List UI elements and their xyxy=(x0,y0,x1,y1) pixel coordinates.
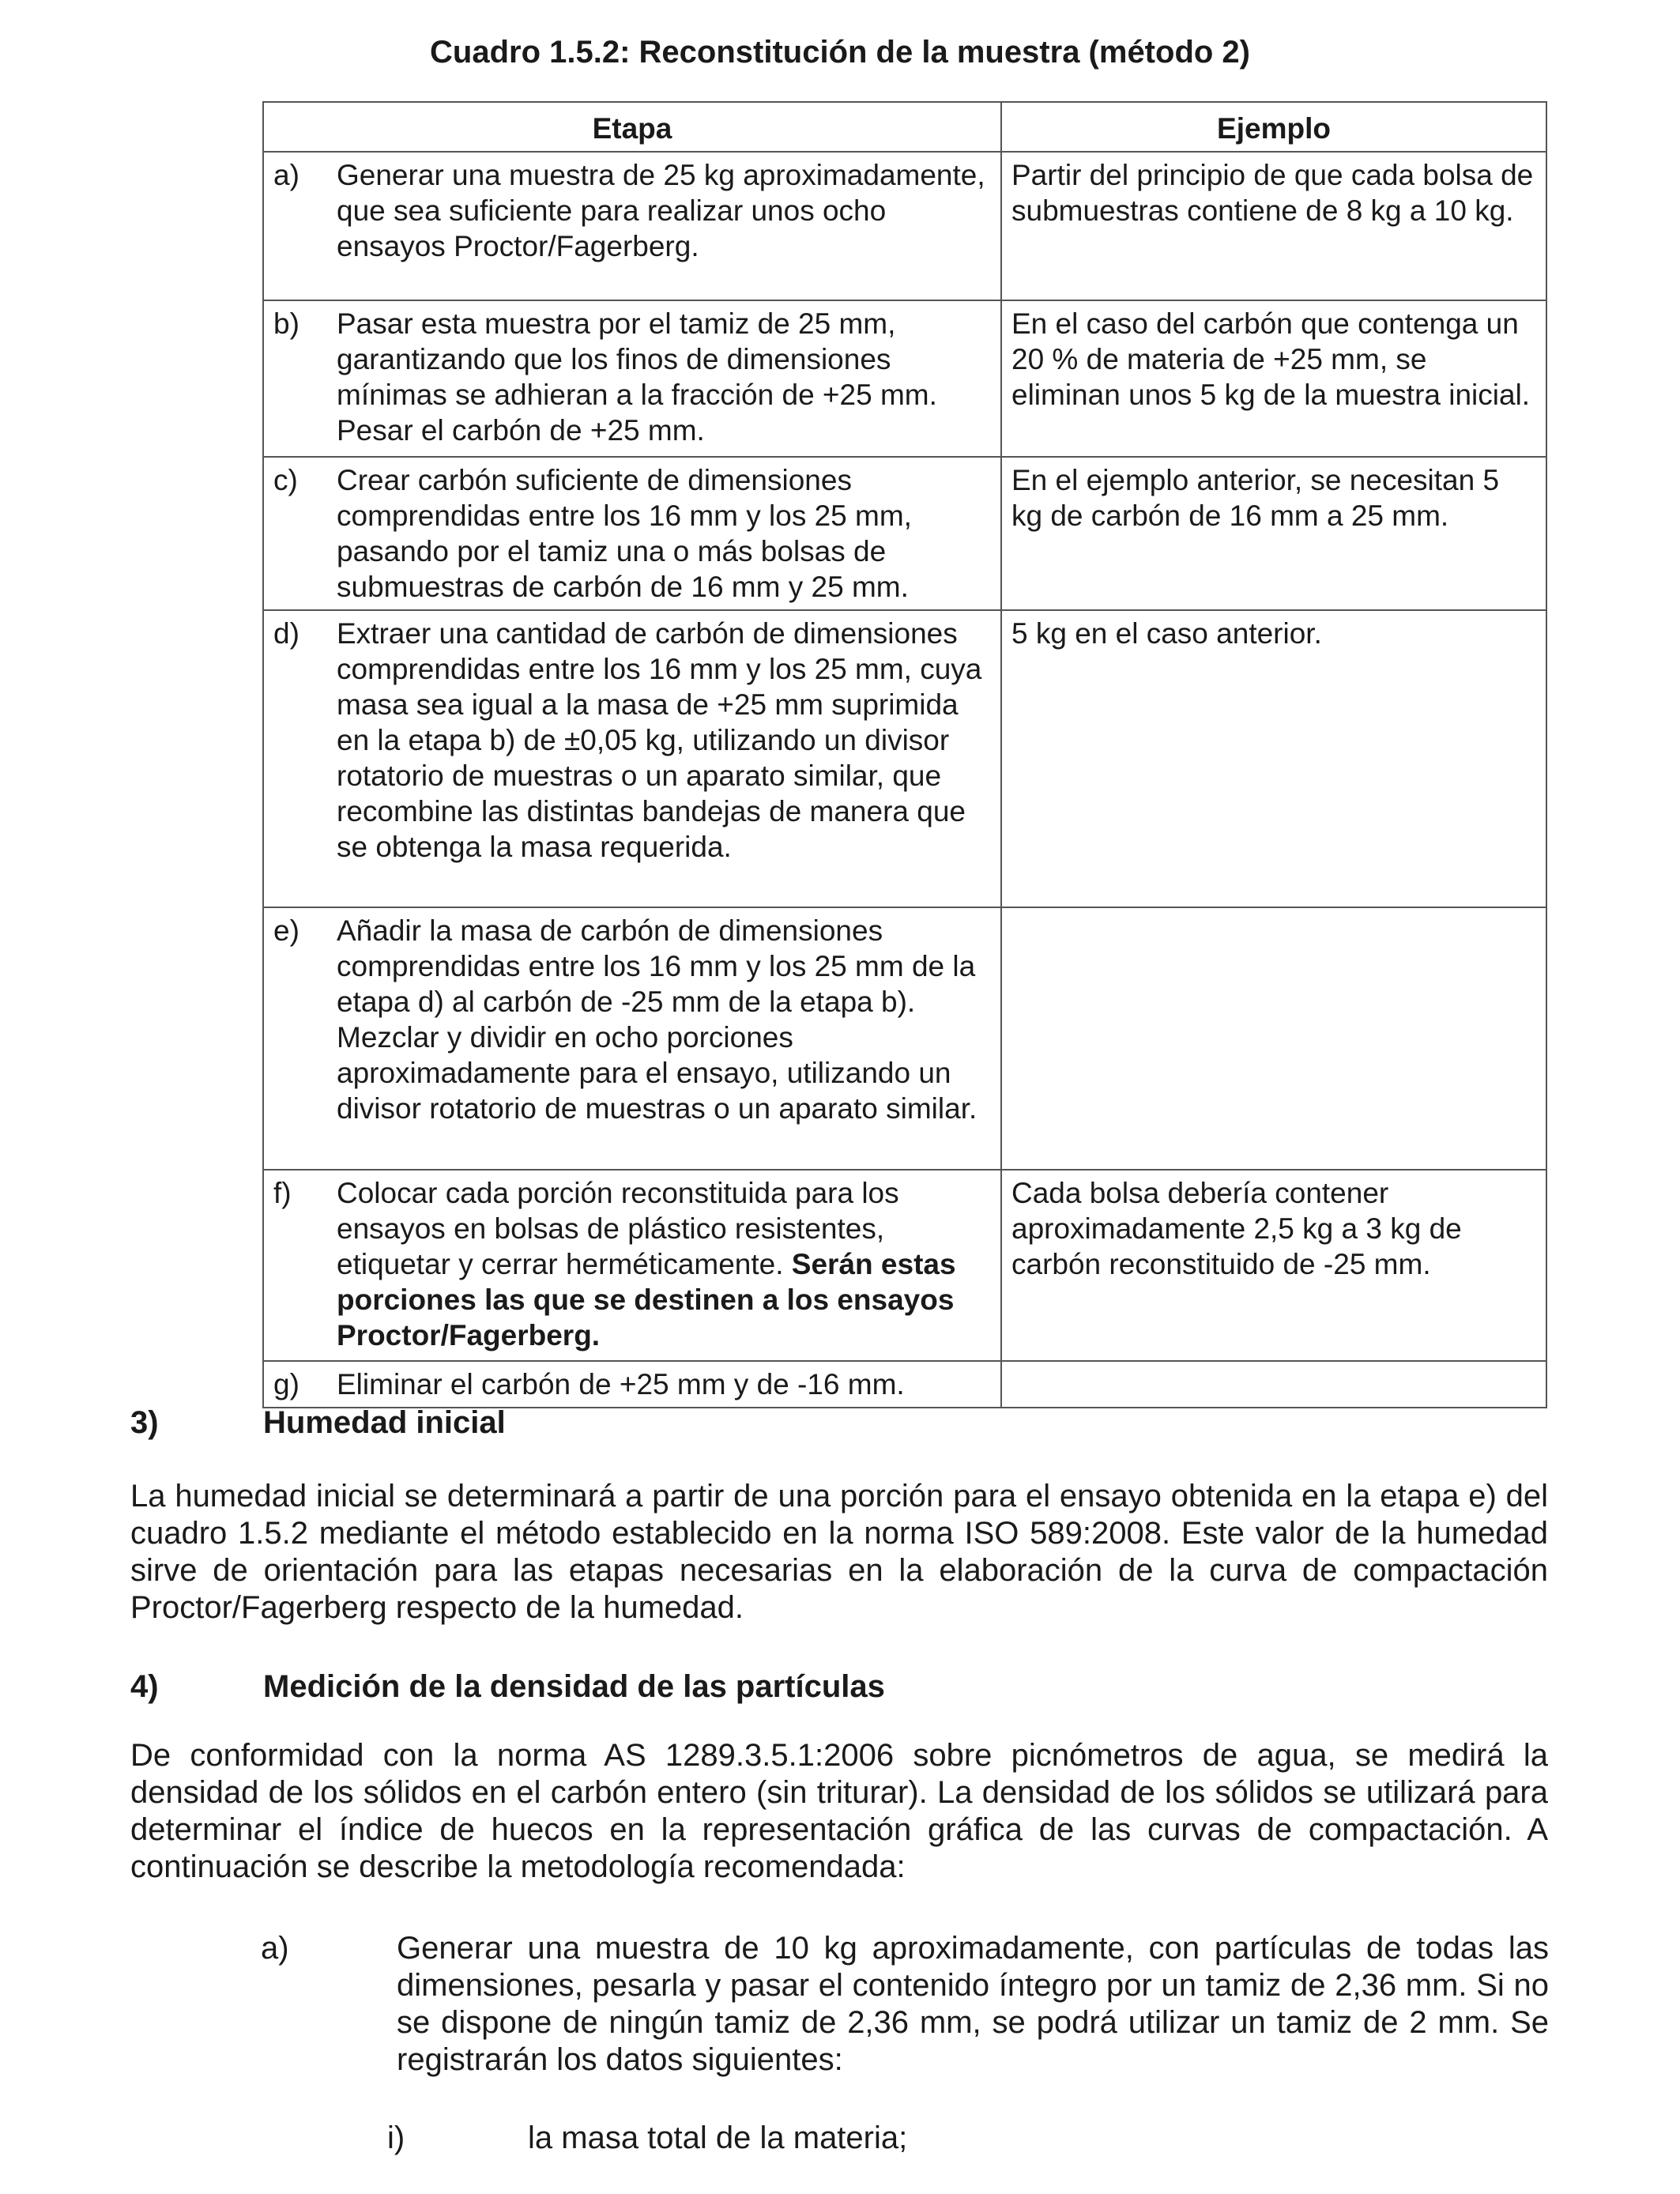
section-3-heading xyxy=(130,1402,506,1443)
section-4-heading xyxy=(130,1666,885,1707)
sub-list-item-text: la masa total de la materia; xyxy=(528,2120,908,2155)
table-row xyxy=(263,1361,1546,1408)
list-item xyxy=(261,1930,1549,2079)
example-cell: En el caso del carbón que contenga un 20 % de materia de +25 mm, se eliminan unos 5 kg de la muestra inicial. xyxy=(1001,300,1546,457)
table-row xyxy=(263,610,1546,907)
step-letter: g) xyxy=(273,1368,299,1400)
step-cell xyxy=(263,907,1001,1170)
list-item-label: a) xyxy=(261,1931,289,1966)
step-letter: c) xyxy=(273,464,298,496)
table-caption: Cuadro 1.5.2: Reconstitución de la muestra (método 2) xyxy=(430,35,1250,70)
step-letter: b) xyxy=(273,307,299,340)
step-letter: f) xyxy=(273,1177,292,1209)
example-cell: En el ejemplo anterior, se necesitan 5 kg de carbón de 16 mm a 25 mm. xyxy=(1001,457,1546,610)
step-letter: e) xyxy=(273,914,299,947)
step-text-bold: Serán estas porciones las que se destinen a los ensayos Proctor/Fagerberg. xyxy=(337,1248,956,1351)
example-cell: 5 kg en el caso anterior. xyxy=(1001,610,1546,907)
example-cell xyxy=(1001,907,1546,1170)
step-letter: a) xyxy=(273,159,299,191)
table-row xyxy=(263,152,1546,300)
section-number: 3) xyxy=(130,1405,159,1440)
section-title: Humedad inicial xyxy=(263,1405,506,1440)
table-header-row xyxy=(263,102,1546,152)
step-cell xyxy=(263,457,1001,610)
example-cell: Cada bolsa debería contener aproximadamente 2,5 kg a 3 kg de carbón reconstituido de -25 mm. xyxy=(1001,1170,1546,1361)
step-text: Crear carbón suficiente de dimensiones comprendidas entre los 16 mm y los 25 mm, pasando por el tamiz una o más bolsas de submuestras de carbón de 16 mm y 25 mm. xyxy=(337,464,912,603)
list-item-text: Generar una muestra de 10 kg aproximadamente, con partículas de todas las dimensiones, pesarla y pasar el contenido íntegro por un tamiz de 2,36 mm. Si no se dispone de ningún tamiz de 2,36 mm, se podrá utilizar un tamiz de 2 mm. Se registrarán los datos siguientes: xyxy=(397,1931,1549,2077)
step-text xyxy=(337,1175,993,1353)
step-cell xyxy=(263,152,1001,300)
step-text: Pasar esta muestra por el tamiz de 25 mm, garantizando que los finos de dimensiones mínimas se adhieran a la fracción de +25 mm. Pesar el carbón de +25 mm. xyxy=(337,307,937,447)
reconstitution-table xyxy=(262,101,1547,1408)
step-text: Añadir la masa de carbón de dimensiones comprendidas entre los 16 mm y los 25 mm de la etapa d) al carbón de -25 mm de la etapa b). Mezclar y dividir en ocho porciones aproximadamente para el ensayo, utilizando un divisor rotatorio de muestras o un aparato similar. xyxy=(337,914,977,1125)
section-number: 4) xyxy=(130,1669,159,1704)
section-3-paragraph: La humedad inicial se determinará a partir de una porción para el ensayo obtenida en la etapa e) del cuadro 1.5.2 mediante el método establecido en la norma ISO 589:2008. Este valor de la humedad sirve de orientación para las etapas necesarias en la elaboración de la curva de compactación Proctor/Fagerberg respecto de la humedad. xyxy=(130,1479,1548,1625)
example-cell: Partir del principio de que cada bolsa de submuestras contiene de 8 kg a 10 kg. xyxy=(1001,152,1546,300)
section-title: Medición de la densidad de las partículas xyxy=(263,1669,885,1704)
step-text: Generar una muestra de 25 kg aproximadamente, que sea suficiente para realizar unos ocho ensayos Proctor/Fagerberg. xyxy=(337,159,985,262)
example-cell xyxy=(1001,1361,1546,1408)
table-row xyxy=(263,1170,1546,1361)
step-cell xyxy=(263,1170,1001,1361)
step-text: Extraer una cantidad de carbón de dimensiones comprendidas entre los 16 mm y los 25 mm, cuya masa sea igual a la masa de +25 mm suprimida en la etapa b) de ±0,05 kg, utilizando un divisor rotatorio de muestras o un aparato similar, que recombine las distintas bandejas de manera que se obtenga la masa requerida. xyxy=(337,617,982,863)
step-text: Eliminar el carbón de +25 mm y de -16 mm. xyxy=(337,1368,905,1400)
column-header-etapa: Etapa xyxy=(263,102,1001,152)
step-cell xyxy=(263,300,1001,457)
table-row xyxy=(263,300,1546,457)
table-row xyxy=(263,457,1546,610)
step-cell xyxy=(263,610,1001,907)
step-letter: d) xyxy=(273,617,299,650)
step-cell xyxy=(263,1361,1001,1408)
sub-list-item-label: i) xyxy=(387,2120,405,2155)
table-row xyxy=(263,907,1546,1170)
sub-list-item xyxy=(387,2120,1549,2157)
section-4-paragraph: De conformidad con la norma AS 1289.3.5.1:2006 sobre picnómetros de agua, se medirá la densidad de los sólidos en el carbón entero (sin triturar). La densidad de los sólidos se utilizará para determinar el índice de huecos en la representación gráfica de las curvas de compactación. A continuación se describe la metodología recomendada: xyxy=(130,1738,1548,1884)
column-header-ejemplo: Ejemplo xyxy=(1001,102,1546,152)
step-text-regular: Colocar cada porción reconstituida para los ensayos en bolsas de plástico resistentes, etiquetar y cerrar herméticamente. xyxy=(337,1177,899,1280)
